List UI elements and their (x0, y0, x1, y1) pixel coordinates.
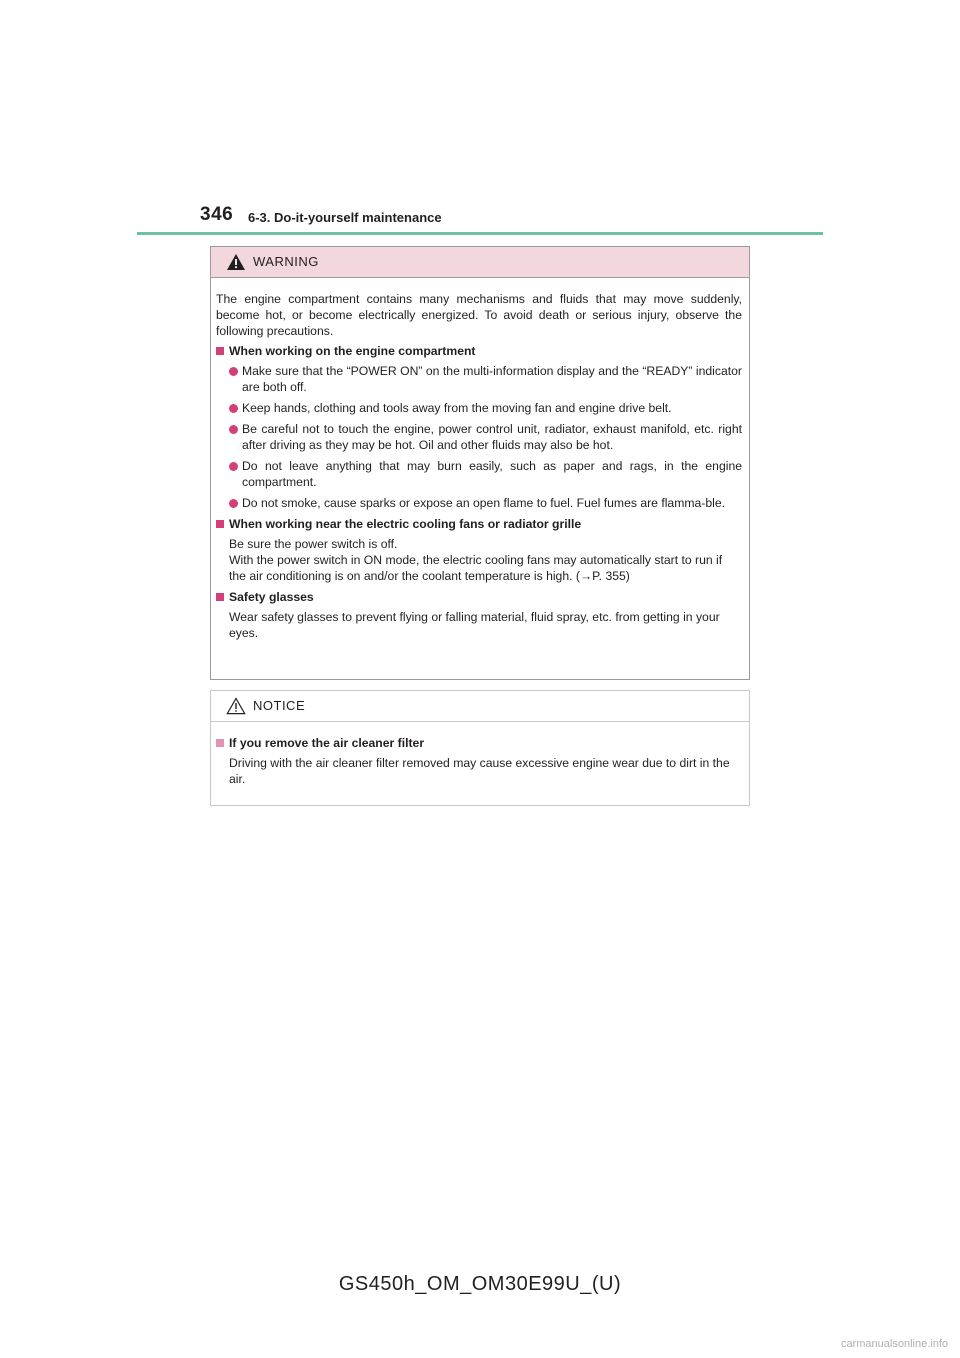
notice-label: NOTICE (253, 698, 306, 713)
warning-box (210, 246, 750, 680)
circle-bullet-icon (229, 462, 238, 471)
warning-intro: The engine compartment contains many mechanisms and fluids that may move suddenly, become hot, or become electrically energized. To avoid death or serious injury, observe the following precautions. (216, 292, 742, 338)
circle-bullet-icon (229, 425, 238, 434)
notice-body (216, 735, 742, 792)
cooling-fans-line2: With the power switch in ON mode, the electric cooling fans may automatically start to run if the air conditioning is on and/or the coolant temperature is high. (→P. 355) (229, 553, 723, 583)
list-item: Be careful not to touch the engine, power control unit, radiator, exhaust manifold, etc. right after driving as they may be hot. Oil and other fluids may also be hot. (216, 421, 742, 453)
warning-header (211, 247, 749, 278)
square-bullet-icon (216, 739, 224, 747)
circle-bullet-icon (229, 404, 238, 413)
air-cleaner-text: Driving with the air cleaner filter removed may cause excessive engine wear due to dirt in the air. (229, 756, 730, 786)
circle-bullet-icon (229, 499, 238, 508)
circle-bullet-icon (229, 367, 238, 376)
warning-body (216, 291, 742, 646)
subheading-air-cleaner: If you remove the air cleaner filter (216, 735, 742, 751)
warning-label: WARNING (253, 254, 319, 269)
notice-header (211, 691, 749, 722)
list-item: Do not smoke, cause sparks or expose an open flame to fuel. Fuel fumes are flamma-ble. (216, 495, 742, 511)
header-rule (137, 232, 823, 235)
document-id: GS450h_OM_OM30E99U_(U) (338, 1273, 622, 1295)
subheading-cooling-fans: When working near the electric cooling fans or radiator grille (216, 516, 742, 532)
square-bullet-icon (216, 520, 224, 528)
square-bullet-icon (216, 593, 224, 601)
notice-box (210, 690, 750, 806)
square-bullet-icon (216, 347, 224, 355)
list-item: Keep hands, clothing and tools away from the moving fan and engine drive belt. (216, 400, 742, 416)
cooling-fans-line1: Be sure the power switch is off. (229, 537, 398, 551)
subheading-engine-compartment: When working on the engine compartment (216, 343, 742, 359)
warning-triangle-icon (226, 253, 246, 271)
watermark: carmanualsonline.info (840, 1338, 948, 1350)
list-item: Do not leave anything that may burn easily, such as paper and rags, in the engine compartment. (216, 458, 742, 490)
page-number: 346 (200, 204, 234, 225)
notice-triangle-icon (226, 697, 246, 715)
section-title: 6-3. Do-it-yourself maintenance (248, 210, 442, 225)
subheading-safety-glasses: Safety glasses (216, 589, 742, 605)
list-item: Make sure that the “POWER ON” on the multi-information display and the “READY” indicator are both off. (216, 363, 742, 395)
safety-glasses-text: Wear safety glasses to prevent flying or falling material, fluid spray, etc. from getting in your eyes. (229, 610, 720, 640)
